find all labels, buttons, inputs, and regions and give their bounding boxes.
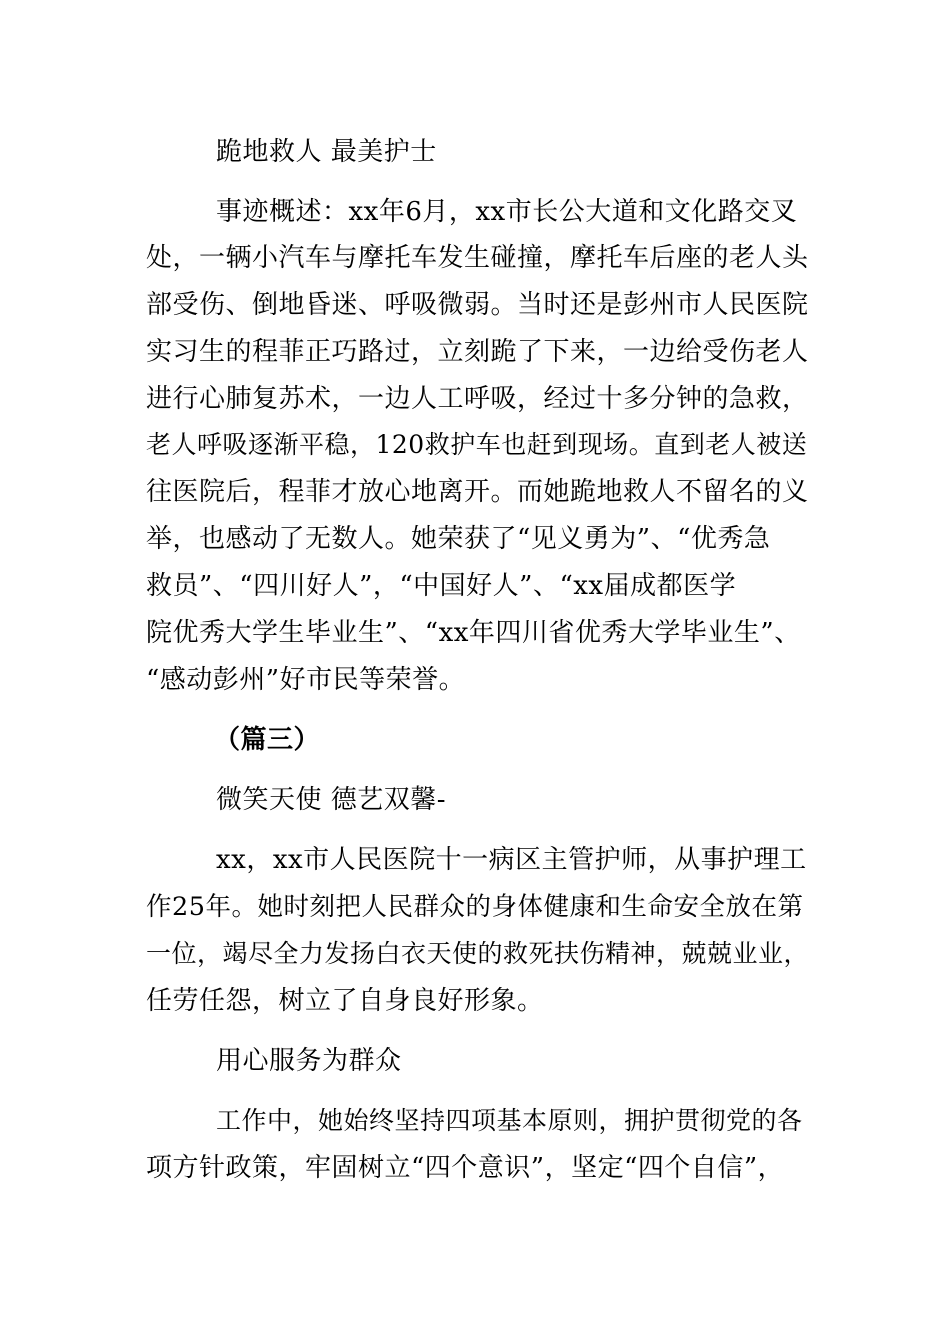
para1-line-9: 救员”、“四川好人”，“中国好人”、“xx届成都医学 (146, 571, 737, 601)
para1-line-10: 院优秀大学生毕业生”、“xx年四川省优秀大学毕业生”、 (146, 618, 801, 648)
para1-line-5: 进行心肺复苏术，一边人工呼吸，经过十多分钟的急救， (146, 384, 809, 414)
para1-line-11: “感动彭州”好市民等荣誉。 (146, 665, 466, 695)
para2-line-4: 任劳任怨，树立了自身良好形象。 (146, 986, 544, 1016)
para2-line-1: xx，xx市人民医院十一病区主管护师，从事护理工 (216, 845, 807, 875)
para1-line-3: 部受伤、倒地昏迷、呼吸微弱。当时还是彭州市人民医院 (146, 290, 809, 320)
section-label: （篇三） (214, 725, 321, 755)
para3-line-2: 项方针政策，牢固树立“四个意识”，坚定“四个自信”， (146, 1153, 785, 1183)
para2-line-3: 一位，竭尽全力发扬白衣天使的救死扶伤精神，兢兢业业， (146, 939, 810, 968)
heading-smile-angel: 微笑天使 德艺双馨- (216, 785, 447, 815)
heading-serve-people: 用心服务为群众 (216, 1046, 402, 1076)
para2-line-2: 作25年。她时刻把人民群众的身体健康和生命安全放在第 (146, 892, 804, 922)
para1-line-2: 处，一辆小汽车与摩托车发生碰撞，摩托车后座的老人头 (146, 243, 809, 273)
para1-line-4: 实习生的程菲正巧路过，立刻跪了下来，一边给受伤老人 (146, 337, 809, 367)
para3-line-1: 工作中，她始终坚持四项基本原则，拥护贯彻党的各 (216, 1106, 803, 1135)
para1-line-8: 举，也感动了无数人。她荣获了“见义勇为”、“优秀急 (146, 524, 771, 554)
para1-line-7: 往医院后，程菲才放心地离开。而她跪地救人不留名的义 (146, 477, 809, 507)
para1-line-1: 事迹概述：xx年6月，xx市长公大道和文化路交叉 (216, 197, 798, 227)
heading-kneeling-rescue: 跪地救人 最美护士 (216, 137, 437, 167)
para1-line-6: 老人呼吸逐渐平稳，120救护车也赶到现场。直到老人被送 (146, 430, 808, 459)
